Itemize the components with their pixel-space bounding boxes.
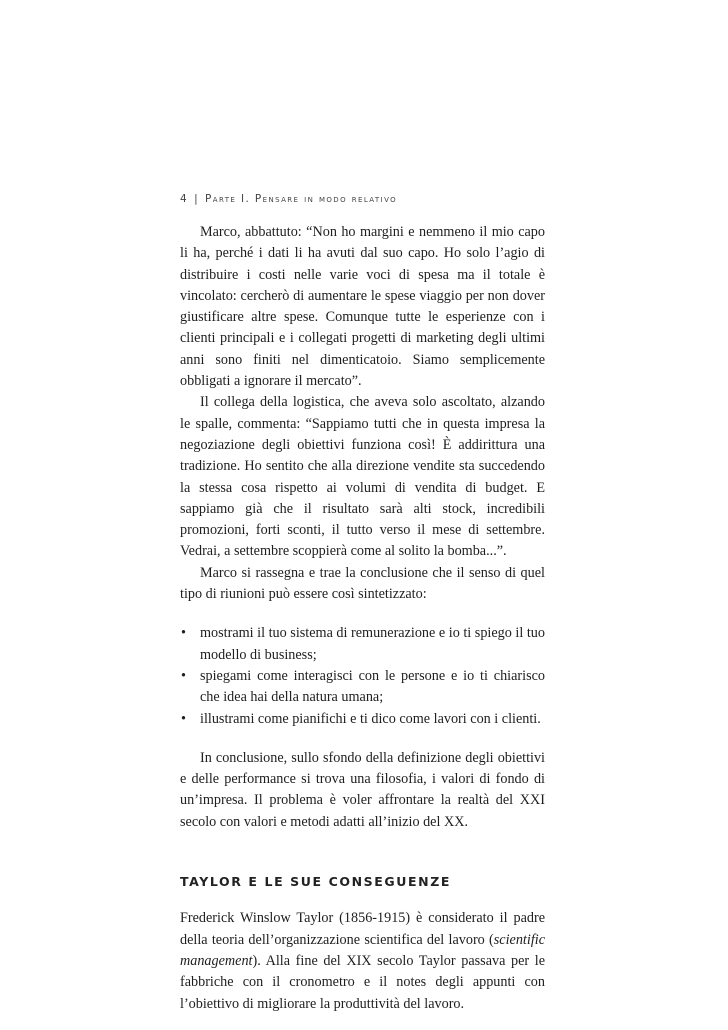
header-separator: | (194, 193, 200, 205)
taylor-text-start: Frederick Winslow Taylor (1856-1915) è considerato il padre della teoria dell’organizzazione scientifica del lavoro ( (180, 910, 545, 948)
bullet-list (180, 623, 545, 729)
bullet-item: • mostrami il tuo sistema di remunerazione e io ti spiego il tuo modello di business; (180, 623, 545, 666)
paragraph-taylor (180, 908, 545, 1014)
paragraph-marco: Marco, abbattuto: “Non ho margini e nemmeno il mio capo li ha, perché i dati li ha avuti dal suo capo. Ho solo l’agio di distribuire i costi nelle varie voci di spesa ma il totale è vincolato: cercherò di aumentare le spese viaggio per non dover giustificare altre spese. Comunque tutte le esperienze con i clienti principali e i collegati progetti di marketing degli ultimi anni sono finiti nel dimenticatoio. Siamo semplicemente obbligati a ignorare il mercato”. (180, 224, 545, 390)
running-header (180, 193, 397, 205)
page-body (180, 222, 545, 1015)
paragraph-logistics: Il collega della logistica, che aveva solo ascoltato, alzando le spalle, commenta: “Sappiamo tutti che in questa impresa la negoziazione degli obiettivi funziona così! È addirittura una tradizione. Ho sentito che alla direzione vendite sta succedendo la stessa cosa rispetto ai volumi di vendita di budget. E sappiamo già che il risultato sarà alti stock, incredibili promozioni, forti sconti, il tutto verso il mese di settembre. Vedrai, a settembre scoppierà come al solito la bomba...”. (180, 394, 545, 560)
part-title: Parte I. Pensare in modo relativo (205, 193, 398, 205)
taylor-text-end: ). Alla fine del XIX secolo Taylor passava per le fabbriche con il cronometro e il notes degli appunti con l’obiettivo di migliorare la produttività del lavoro. (180, 952, 545, 1012)
taylor-italic-term: scientific management (180, 931, 545, 969)
bullet-item: • illustrami come pianifichi e ti dico come lavori con i clienti. (180, 709, 545, 730)
paragraph-resignation: Marco si rassegna e trae la conclusione che il senso di quel tipo di riunioni può essere così sintetizzato: (180, 564, 545, 603)
paragraph-conclusion: In conclusione, sullo sfondo della definizione degli obiettivi e delle performance si trova una filosofia, i valori di fondo di un’impresa. Il problema è voler affrontare la realtà del XXI secolo con valori e metodi adatti all’inizio del XX. (180, 749, 545, 830)
bullet-item: • spiegami come interagisci con le persone e io ti chiarisco che idea hai della natura umana; (180, 666, 545, 709)
page-number: 4 (180, 193, 189, 205)
section-heading: TAYLOR E LE SUE CONSEGUENZE (180, 874, 452, 890)
